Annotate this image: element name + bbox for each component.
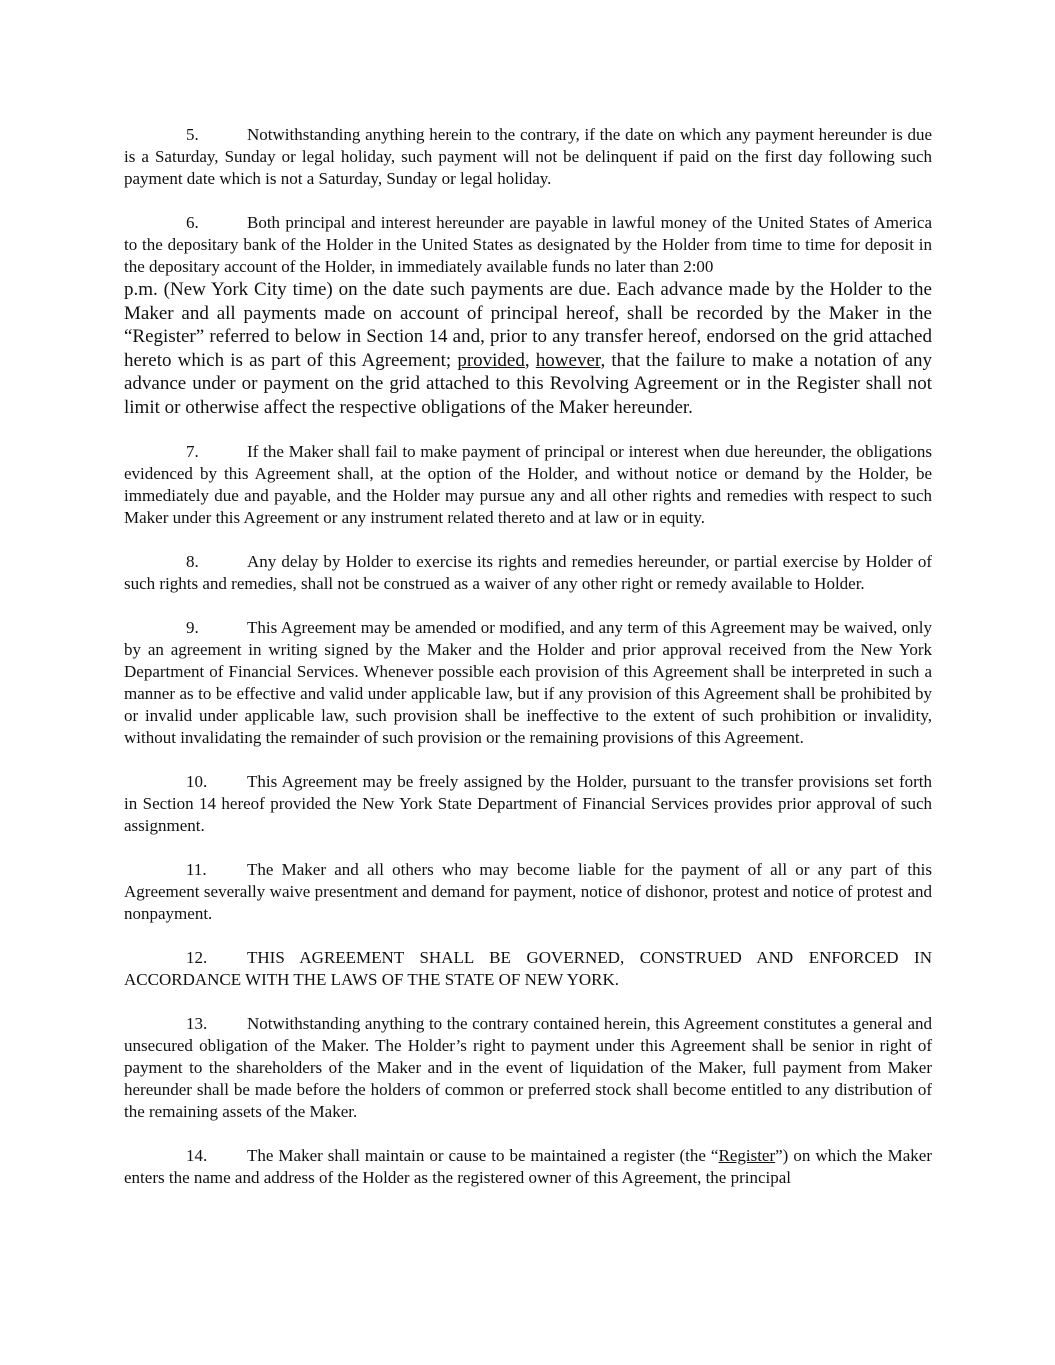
provided-term: provided: [457, 349, 525, 371]
section-12: [124, 947, 932, 991]
however-term: however: [535, 349, 601, 371]
section-number: 6.: [186, 213, 199, 232]
register-term: Register: [718, 1146, 776, 1165]
section-6: [124, 212, 932, 278]
section-text: Notwithstanding anything herein to the contrary, if the date on which any payment hereunder is due is a Saturday, Sunday or legal holiday, such payment will not be delinquent if paid on the first day following such payment date which is not a Saturday, Sunday or legal holiday.: [124, 125, 932, 188]
section-number: 7.: [186, 442, 199, 461]
section-6-continued: [124, 278, 932, 419]
section-number: 13.: [186, 1014, 208, 1033]
section-5: [124, 124, 932, 190]
section-text: This Agreement may be amended or modified, and any term of this Agreement may be waived, only by an agreement in writing signed by the Maker and the Holder and prior approval received from the New York Department of Financial Services. Whenever possible each provision of this Agreement shall be interpreted in such a manner as to be effective and valid under applicable law, but if any provision of this Agreement shall be prohibited by or invalid under applicable law, such provision shall be ineffective to the extent of such prohibition or invalidity, without invalidating the remainder of such provision or the remaining provisions of this Agreement.: [124, 618, 932, 747]
section-9: [124, 617, 932, 749]
section-text: If the Maker shall fail to make payment of principal or interest when due hereunder, the obligations evidenced by this Agreement shall, at the option of the Holder, and without notice or demand by the Holder, be immediately due and payable, and the Holder may pursue any and all other rights and remedies with respect to such Maker under this Agreement or any instrument related thereto and at law or in equity.: [124, 442, 932, 527]
section-14: [124, 1145, 932, 1189]
section-text: The Maker and all others who may become liable for the payment of all or any part of this Agreement severally waive presentment and demand for payment, notice of dishonor, protest and notice of protest and nonpayment.: [124, 860, 932, 923]
section-number: 8.: [186, 552, 199, 571]
section-7: [124, 441, 932, 529]
separator-text: ,: [524, 349, 536, 371]
section-text: THIS AGREEMENT SHALL BE GOVERNED, CONSTRUED AND ENFORCED IN ACCORDANCE WITH THE LAWS OF THE STATE OF NEW YORK.: [124, 948, 932, 989]
section-text: Both principal and interest hereunder are payable in lawful money of the United States of America to the depositary bank of the Holder in the United States as designated by the Holder from time to time for deposit in the depositary account of the Holder, in immediately available funds no later than 2:00: [124, 213, 932, 276]
section-number: 9.: [186, 618, 199, 637]
section-text: Any delay by Holder to exercise its rights and remedies hereunder, or partial exercise by Holder of such rights and remedies, shall not be construed as a waiver of any other right or remedy available to Holder.: [124, 552, 932, 593]
section-8: [124, 551, 932, 595]
section-text: This Agreement may be freely assigned by the Holder, pursuant to the transfer provisions set forth in Section 14 hereof provided the New York State Department of Financial Services provides prior approval of such assignment.: [124, 772, 932, 835]
section-10: [124, 771, 932, 837]
section-text: Notwithstanding anything to the contrary contained herein, this Agreement constitutes a general and unsecured obligation of the Maker. The Holder’s right to payment under this Agreement shall be senior in right of payment to the shareholders of the Maker and in the event of liquidation of the Maker, full payment from Maker hereunder shall be made before the holders of common or preferred stock shall become entitled to any distribution of the remaining assets of the Maker.: [124, 1014, 932, 1121]
section-text: The Maker shall maintain or cause to be maintained a register (the “: [247, 1146, 719, 1165]
document-page: [124, 124, 932, 1189]
section-number: 5.: [186, 125, 199, 144]
section-number: 12.: [186, 948, 208, 967]
section-number: 14.: [186, 1146, 208, 1165]
section-number: 10.: [186, 772, 208, 791]
section-number: 11.: [186, 860, 207, 879]
section-text: ”) on which the Maker enters the name and address of the Holder as the registered owner of this Agreement, the principal: [124, 1146, 932, 1187]
section-11: [124, 859, 932, 925]
section-13: [124, 1013, 932, 1123]
section-text: p.m. (New York City time) on the date such payments are due. Each advance made by the Holder to the Maker and all payments made on account of principal hereof, shall be recorded by the Maker in the “Register” referred to below in Section 14 and, prior to any transfer hereof, endorsed on the grid attached hereto which is as part of this Agreement;: [124, 279, 932, 371]
section-text: , that the failure to make a notation of any advance under or payment on the grid attached to this Revolving Agreement or in the Register shall not limit or otherwise affect the respective obligations of the Maker hereunder.: [124, 349, 933, 418]
